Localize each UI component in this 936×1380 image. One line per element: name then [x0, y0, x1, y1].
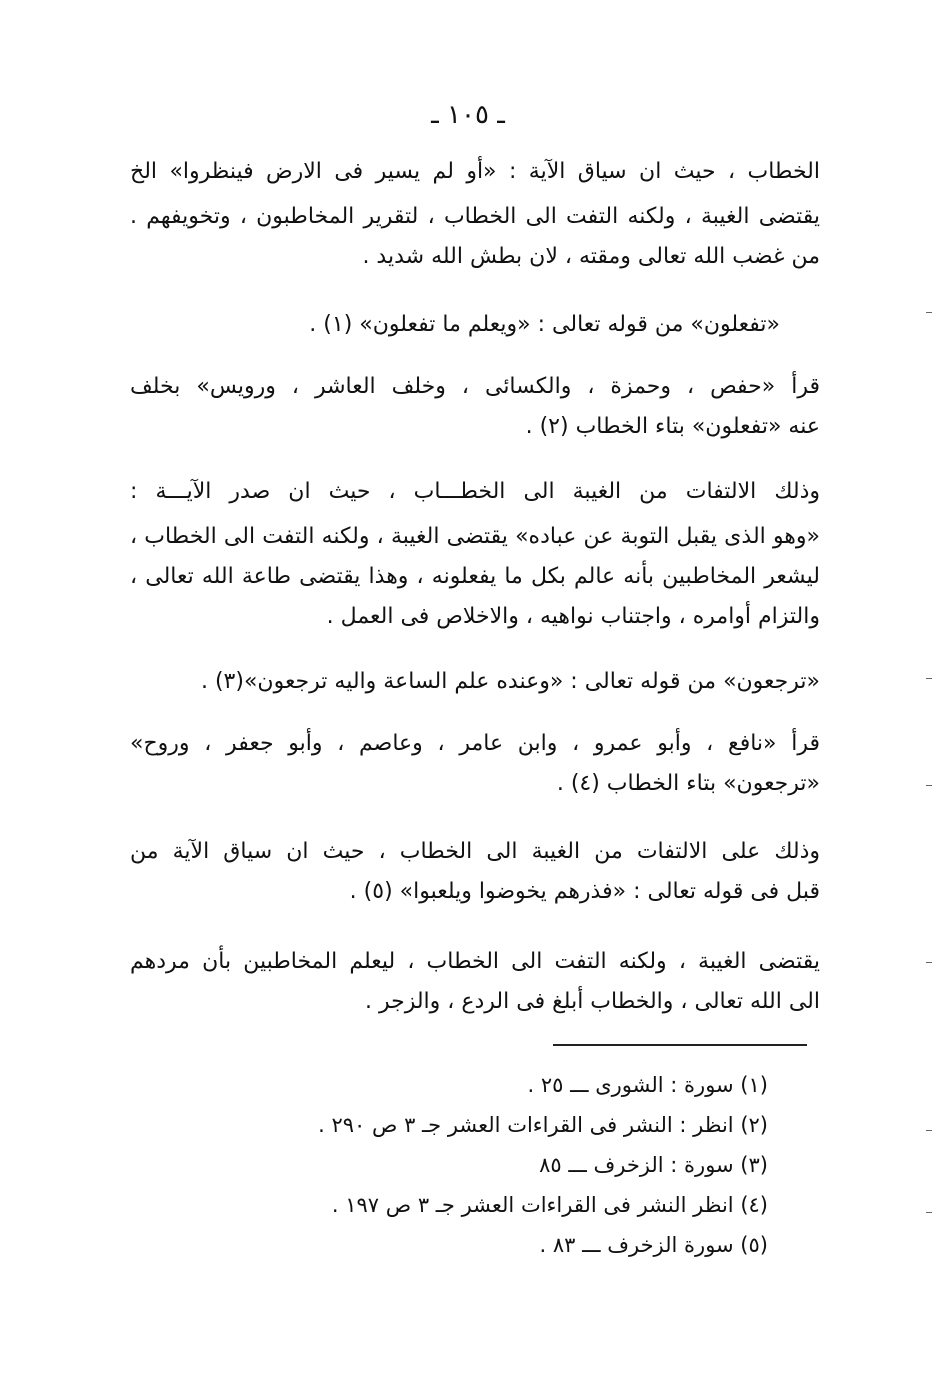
footnote: (٥) سورة الزخرف ـــ ٨٣ .: [539, 1233, 768, 1257]
scan-edge-mark: [926, 1212, 932, 1213]
text-line: «ترجعون» من قوله تعالى : «وعنده علم الساعة واليه ترجعون»(٣) .: [200, 669, 820, 694]
text-line: قرأ «نافع ، وأبو عمرو ، وابن عامر ، وعاصم ، وأبو جعفر ، وروح»: [130, 731, 820, 756]
text-line: من غضب الله تعالى ومقته ، لان بطش الله شديد .: [362, 244, 820, 269]
text-line: ليشعر المخاطبين بأنه عالم بكل ما يفعلونه ، وهذا يقتضى طاعة الله تعالى ،: [130, 564, 820, 589]
text-line: وذلك الالتفات من الغيبة الى الخطـــاب ، حيث ان صدر الآيـــة :: [130, 479, 820, 504]
text-line: «تفعلون» من قوله تعالى : «ويعلم ما تفعلون» (١) .: [309, 312, 780, 337]
footnote: (٣) سورة : الزخرف ـــ ٨٥: [539, 1153, 768, 1177]
text-line: يقتضى الغيبة ، ولكنه التفت الى الخطاب ، لتقرير المخاطبون ، وتخويفهم .: [130, 204, 820, 229]
page-number: ـ ١٠٥ ـ: [431, 100, 505, 130]
footnote-separator: [553, 1044, 807, 1046]
text-line: والتزام أوامره ، واجتناب نواهيه ، والاخلاص فى العمل .: [326, 604, 820, 629]
scan-edge-mark: [926, 962, 932, 963]
text-line: الخطاب ، حيث ان سياق الآية : «أو لم يسير فى الارض فينظروا» الخ: [130, 159, 820, 184]
scan-edge-mark: [926, 312, 932, 313]
text-line: وذلك على الالتفات من الغيبة الى الخطاب ، حيث ان سياق الآية من: [130, 839, 820, 864]
footnote: (٢) انظر : النشر فى القراءات العشر جـ ٣ ص ٢٩٠ .: [318, 1113, 768, 1137]
text-line: «ترجعون» بتاء الخطاب (٤) .: [556, 771, 820, 796]
text-line: عنه «تفعلون» بتاء الخطاب (٢) .: [525, 414, 820, 439]
scan-edge-mark: [926, 1130, 932, 1131]
scan-edge-mark: [926, 785, 932, 786]
text-line: يقتضى الغيبة ، ولكنه التفت الى الخطاب ، ليعلم المخاطبين بأن مردهم: [130, 949, 820, 974]
scan-edge-mark: [926, 678, 932, 679]
text-line: قرأ «حفص ، وحمزة ، والكسائى ، وخلف العاشر ، ورويس» بخلف: [130, 374, 820, 399]
footnote: (٤) انظر النشر فى القراءات العشر جـ ٣ ص ١٩٧ .: [331, 1193, 768, 1217]
text-line: الى الله تعالى ، والخطاب أبلغ فى الردع ، والزجر .: [364, 989, 820, 1014]
footnote: (١) سورة : الشورى ـــ ٢٥ .: [527, 1073, 768, 1097]
text-line: «وهو الذى يقبل التوبة عن عباده» يقتضى الغيبة ، ولكنه التفت الى الخطاب ،: [130, 524, 820, 549]
text-line: قبل فى قوله تعالى : «فذرهم يخوضوا ويلعبوا» (٥) .: [349, 879, 820, 904]
